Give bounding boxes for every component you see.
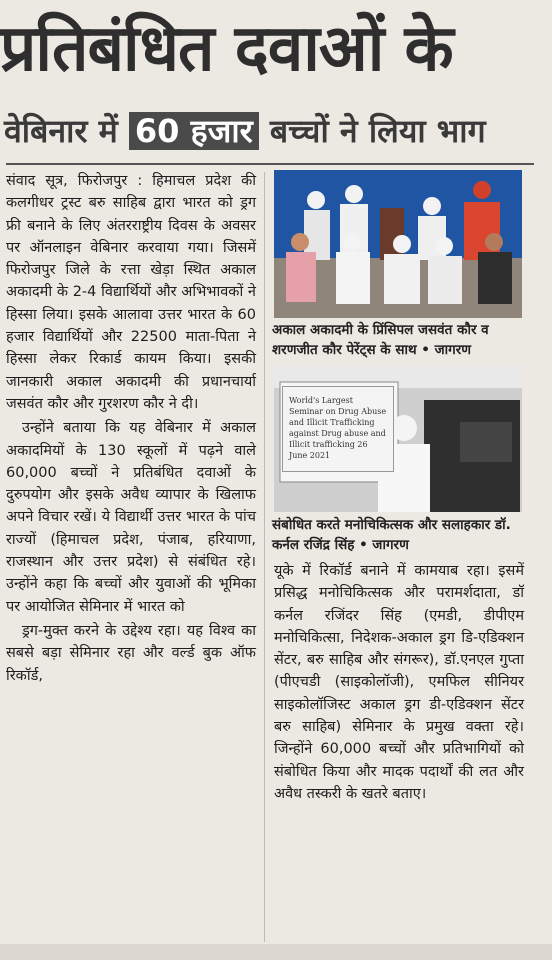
group-photo-caption: अकाल अकादमी के प्रिंसिपल जसवंत कौर व शरणजीत कौर पेरेंट्स के साथ • जागरण <box>272 322 489 358</box>
headline-text: प्रतिबंधित दवाओं के <box>0 12 453 86</box>
column-divider <box>264 172 265 942</box>
subheadline-after: बच्चों ने लिया भाग <box>258 112 486 150</box>
headline-divider <box>6 163 534 165</box>
paragraph-2: उन्होंने बताया कि यह वेबिनार में अकाल अकादमियों के 130 स्कूलों में पढ़ने वाले 60,000 बच्चों ने प्रतिबंधित दवाओं के दुरुपयोग और इसके अवैध व्यापार के खिलाफ अपने विचार रखें। ये विद्यार्थी उत्तर भारत के पांच राज्यों (हिमाचल प्रदेश, पंजाब, हरियाणा, राजस्थान और उत्तर प्रदेश) से संबंधित रहे। उन्होंने कहा कि बच्चों और युवाओं की भूमिका पर आयोजित सेमिनार में भारत को <box>6 420 256 615</box>
speaker-photo-caption: संबोधित करते मनोचिकित्सक और सलाहकार डॉ. कर्नल रजिंद्र सिंह • जागरण <box>272 517 511 553</box>
subheadline <box>4 106 544 158</box>
subheadline-highlight: 60 हजार <box>129 112 259 150</box>
paragraph-1: संवाद सूत्र, फिरोजपुर : हिमाचल प्रदेश की कलगीधर ट्रस्ट बरु साहिब द्वारा भारत को ड्रग फ्री बनाने के लिए अंतरराष्ट्रीय दिवस के अवसर पर ऑनलाइन वेबिनार करवाया गया। जिसमें फिरोजपुर जिले के रत्ता खेड़ा स्थित अकाल अकादमी के 2-4 विद्यार्थियों और अभिभावकों ने हिस्सा लिया। इसके आलावा उत्तर भारत के 60 हजार विद्यार्थियों और 22500 माता-पिता ने हिस्सा लेकर रिकार्ड कायम किया। इसकी जानकारी अकाल अकादमी की प्रधानचार्या जसवंत कौर और गुरशरण कौर ने दी। <box>6 173 256 412</box>
paragraph-4: यूके में रिकॉर्ड बनाने में कामयाब रहा। इसमें प्रसिद्ध मनोचिकित्सक और परामर्शदाता, डॉ कर्नल रजिंदर सिंह (एमडी, डीपीएम मनोचिकित्सा, निदेशक-अकाल ड्रग डि-एडिक्शन सेंटर, बरु साहिब और संगरूर), डॉ.एनएल गुप्ता (पीएचडी (साइकोलॉजी), एमफिल सीनियर साइकोलॉजिस्ट अकाल ड्रग डी-एडिक्शन सेंटर बरु साहिब) सेमिनार के प्रमुख वक्ता रहे। जिन्होंने 60,000 बच्चों और प्रतिभागियों को संबोधित किया और मादक पदार्थों की लत और अवैध तस्करी के खतरे बताए। <box>274 563 524 802</box>
bottom-strip <box>0 944 552 960</box>
group-photo-illustration <box>274 170 522 318</box>
left-article-column <box>6 170 256 687</box>
group-photo <box>274 170 522 318</box>
subheadline-before: वेबिनार में <box>4 112 129 150</box>
right-article-column <box>274 560 524 805</box>
headline <box>0 2 552 98</box>
speaker-photo <box>274 366 522 512</box>
presentation-screen-text: World's Largest Seminar on Drug Abuse and Illicit Trafficking against Drug abuse and Illicit trafficking 26 June 2021 <box>282 386 394 472</box>
paragraph-3: ड्रग-मुक्त करने के उद्देश्य रहा। यह विश्व का सबसे बड़ा सेमिनार रहा और वर्ल्ड बुक ऑफ रिकॉर्ड, <box>6 622 256 684</box>
